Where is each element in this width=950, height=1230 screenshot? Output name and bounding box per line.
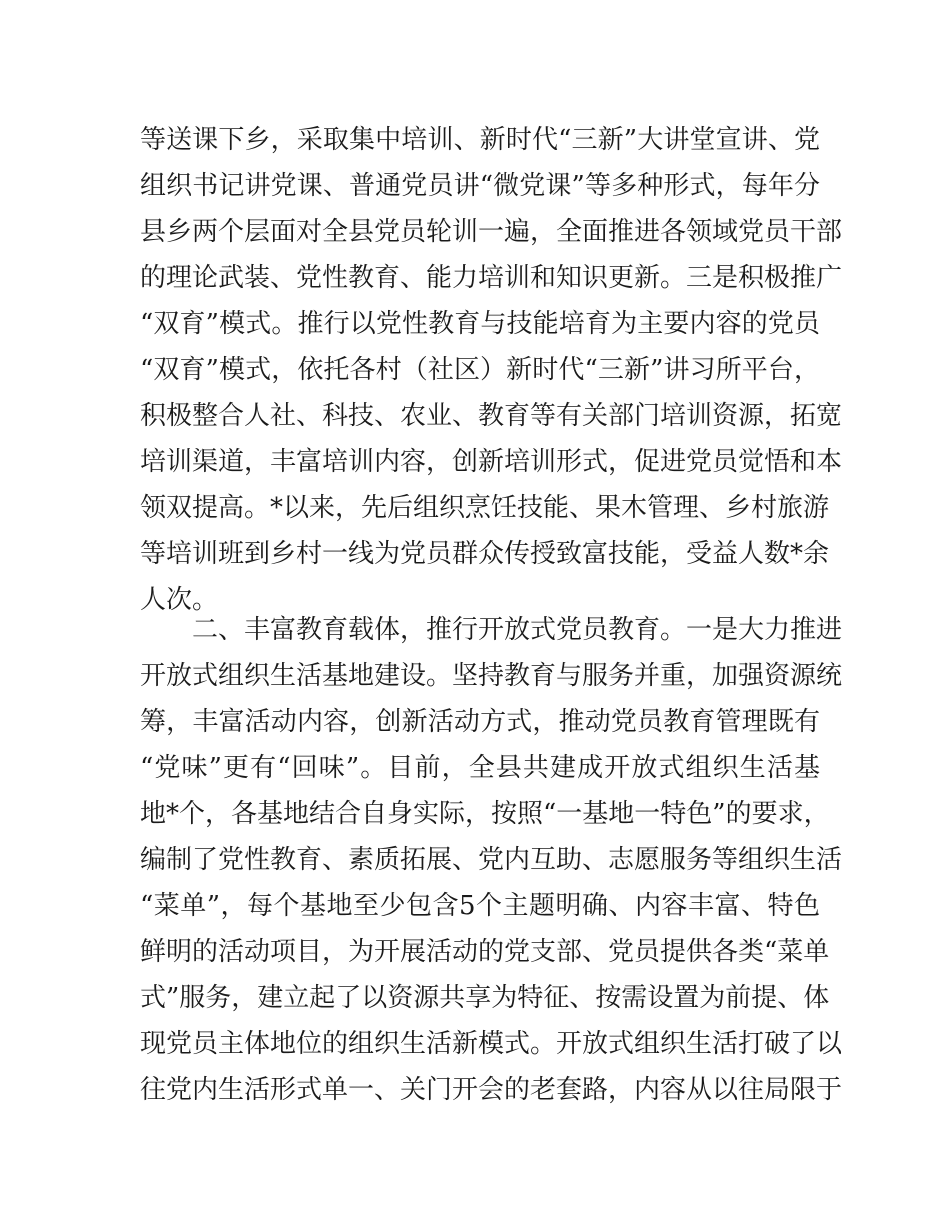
paragraph-line: 现党员主体地位的组织生活新模式。开放式组织生活打破了以 [140,1029,843,1059]
paragraph-line: 组织书记讲党课、普通党员讲“微党课”等多种形式，每年分 [140,171,820,201]
paragraph-line: 县乡两个层面对全县党员轮训一遍，全面推进各领域党员干部 [140,217,843,247]
paragraph-line: 编制了党性教育、素质拓展、党内互助、志愿服务等组织生活 [140,845,843,875]
paragraph-line: 领双提高。*以来，先后组织烹饪技能、果木管理、乡村旅游 [140,493,830,523]
paragraph-line: 鲜明的活动项目，为开展活动的党支部、党员提供各类“菜单 [140,937,830,967]
paragraph-line: 地*个，各基地结合自身实际，按照“一基地一特色”的要求， [140,799,830,829]
paragraph-line: 培训渠道，丰富培训内容，创新培训形式，促进党员觉悟和本 [140,447,843,477]
paragraph-line: 等送课下乡，采取集中培训、新时代“三新”大讲堂宣讲、党 [140,125,820,155]
paragraph-line: “双育”模式，依托各村（社区）新时代“三新”讲习所平台， [140,355,820,385]
paragraph-line: “党味”更有“回味”。目前，全县共建成开放式组织生活基 [140,753,820,783]
paragraph-line: “菜单”，每个基地至少包含5个主题明确、内容丰富、特色 [140,891,820,921]
paragraph-line: 开放式组织生活基地建设。坚持教育与服务并重，加强资源统 [140,661,843,691]
paragraph-line: “双育”模式。推行以党性教育与技能培育为主要内容的党员 [140,309,820,339]
paragraph-line: 人次。 [140,585,219,615]
paragraph-line: 等培训班到乡村一线为党员群众传授致富技能，受益人数*余 [140,539,830,569]
paragraph-1 [140,117,843,623]
paragraph-2 [140,607,843,1113]
paragraph-line: 筹，丰富活动内容，创新活动方式，推动党员教育管理既有 [140,707,820,737]
section-heading-line: 二、丰富教育载体，推行开放式党员教育。一是大力推进 [192,615,843,645]
paragraph-line: 积极整合人社、科技、农业、教育等有关部门培训资源，拓宽 [140,401,843,431]
paragraph-line: 式”服务，建立起了以资源共享为特征、按需设置为前提、体 [140,983,830,1013]
paragraph-line: 往党内生活形式单一、关门开会的老套路，内容从以往局限于 [140,1075,843,1105]
paragraph-line: 的理论武装、党性教育、能力培训和知识更新。三是积极推广 [140,263,843,293]
